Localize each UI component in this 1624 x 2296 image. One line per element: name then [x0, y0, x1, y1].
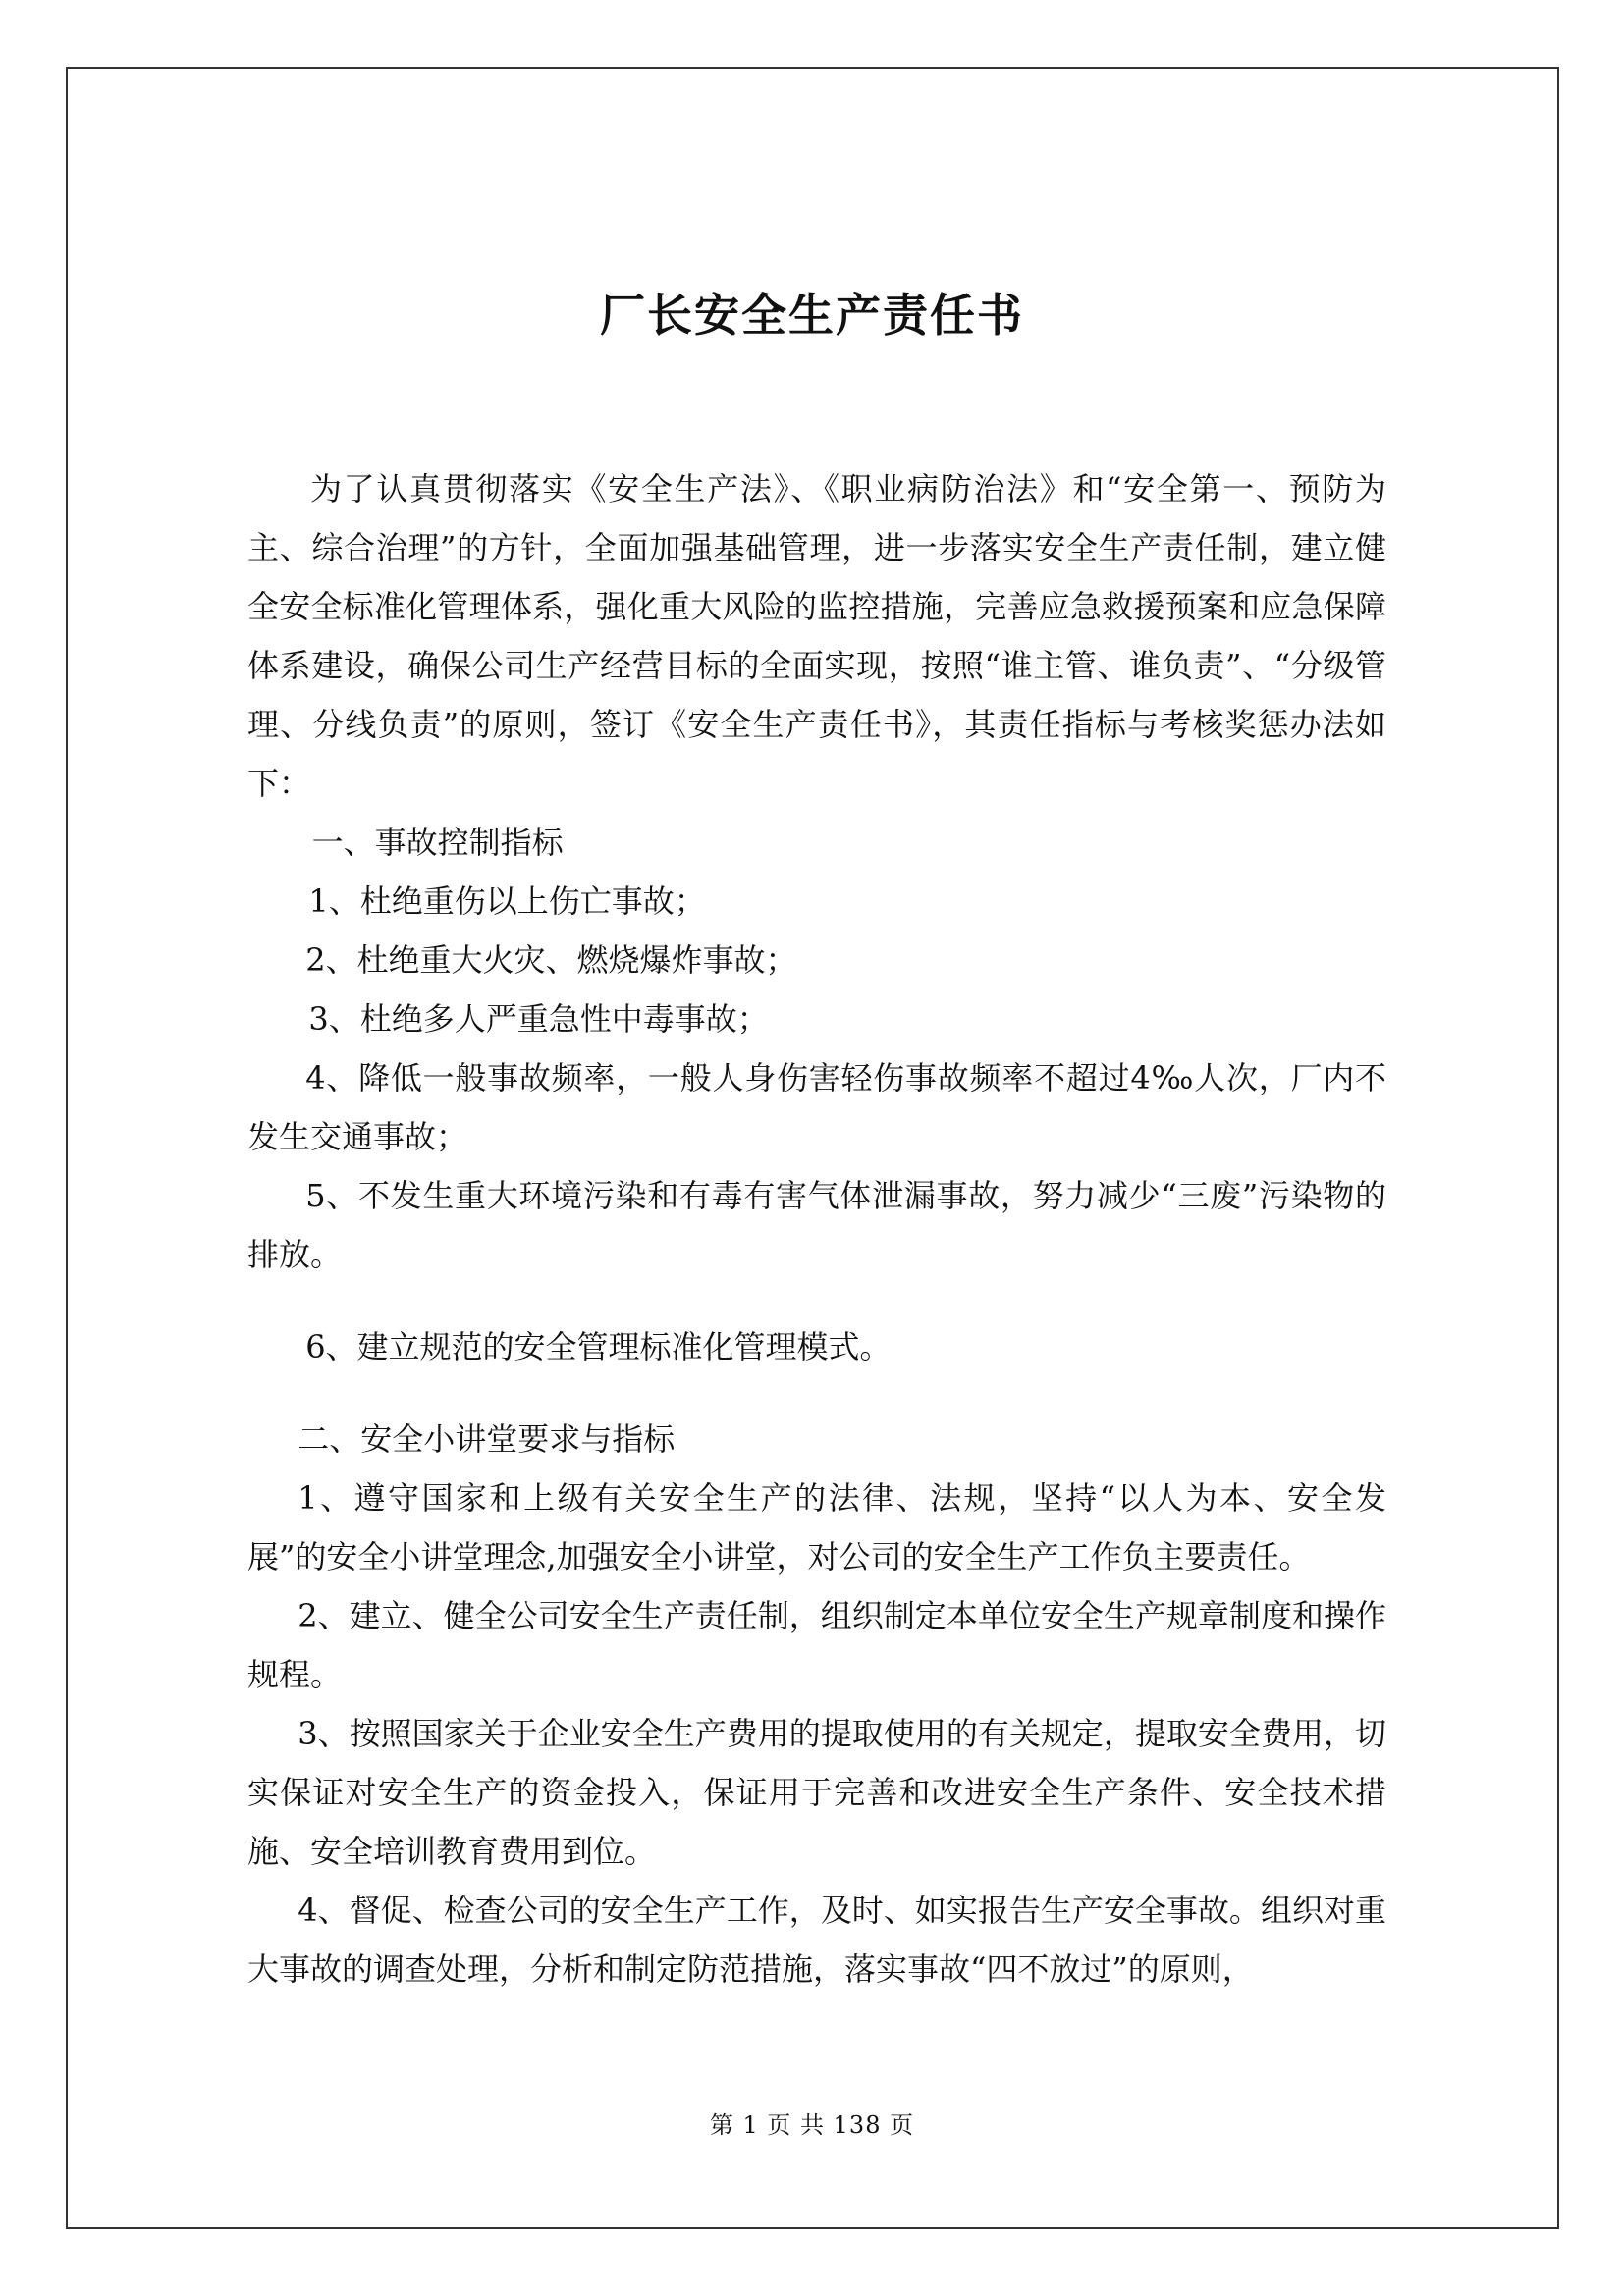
- section-heading: 一、事故控制指标: [311, 824, 564, 861]
- list-item: 4、督促、检查公司的安全生产工作，及时、如实报告生产安全事故。组织对重大事故的调查处理，分析和制定防范措施，落实事故“四不放过”的原则，: [247, 1892, 1386, 1988]
- spacer: [247, 1376, 1386, 1410]
- document-body: [247, 459, 1386, 1999]
- list-item: 4、降低一般事故频率，一般人身伤害轻伤事故频率不超过4‰人次，厂内不发生交通事故；: [247, 1059, 1386, 1155]
- document-title: 厂长安全生产责任书: [600, 289, 1024, 342]
- section-heading: 二、安全小讲堂要求与指标: [298, 1420, 676, 1458]
- list-item: 1、杜绝重伤以上伤亡事故；: [308, 882, 706, 920]
- list-item: 3、杜绝多人严重急性中毒事故；: [308, 1000, 769, 1038]
- spacer: [247, 1284, 1386, 1317]
- intro-paragraph: 为了认真贯彻落实《安全生产法》、《职业病防治法》和“安全第一、预防为主、综合治理”的方针，全面加强基础管理，进一步落实安全生产责任制，建立健全安全标准化管理体系，强化重大风险的监控措施，完善应急救援预案和应急保障体系建设，确保公司生产经营目标的全面实现，按照“谁主管、谁负责”、“分级管理、分线负责”的原则，签订《安全生产责任书》，其责任指标与考核奖惩办法如下：: [247, 470, 1386, 802]
- page-footer: 第 1 页 共 138 页: [709, 2111, 915, 2139]
- list-item: 5、不发生重大环境污染和有毒有害气体泄漏事故，努力减少“三废”污染物的排放。: [247, 1177, 1386, 1273]
- list-item: 1、遵守国家和上级有关安全生产的法律、法规，坚持“以人为本、安全发展”的安全小讲堂理念,加强安全小讲堂，对公司的安全生产工作负主要责任。: [247, 1479, 1386, 1575]
- list-item: 2、杜绝重大火灾、燃烧爆炸事故；: [305, 941, 797, 979]
- list-item: 3、按照国家关于企业安全生产费用的提取使用的有关规定，提取安全费用，切实保证对安全生产的资金投入，保证用于完善和改进安全生产条件、安全技术措施、安全培训教育费用到位。: [247, 1715, 1386, 1870]
- list-item: 2、建立、健全公司安全生产责任制，组织制定本单位安全生产规章制度和操作规程。: [247, 1597, 1386, 1693]
- list-item: 6、建立规范的安全管理标准化管理模式。: [305, 1328, 892, 1365]
